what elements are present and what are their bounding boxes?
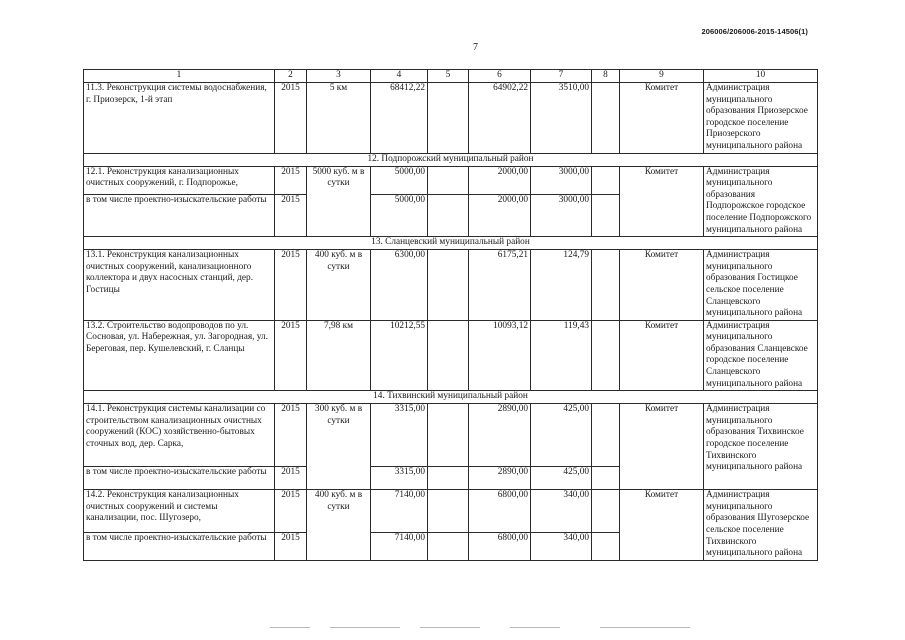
object-name: в том числе проектно-изыскательские работы	[84, 467, 275, 490]
col5-cell	[428, 166, 469, 195]
section-title: 13. Сланцевский муниципальный район	[84, 237, 818, 250]
table-row	[84, 166, 818, 195]
recipient-cell: Администрация муниципального образования Тихвинское городское поселение Тихвинского муниципального района	[704, 404, 818, 490]
col6-cell: 2890,00	[469, 404, 531, 467]
column-number: 8	[592, 70, 620, 83]
total-cell: 7140,00	[371, 533, 428, 561]
object-name: 14.2. Реконструкция канализационных очистных сооружений и системы канализации, пос. Шугозеро,	[84, 490, 275, 533]
column-number: 2	[275, 70, 307, 83]
total-cell: 5000,00	[371, 166, 428, 195]
col6-cell: 6800,00	[469, 490, 531, 533]
capacity-cell: 400 куб. м в сутки	[307, 490, 371, 561]
total-cell: 10212,55	[371, 320, 428, 391]
section-row	[84, 237, 818, 250]
col7-cell: 124,79	[531, 250, 592, 321]
col7-cell: 3510,00	[531, 83, 592, 154]
recipient-cell: Администрация муниципального образования Подпорожское городское поселение Подпорожского муниципального района	[704, 166, 818, 237]
col8-cell	[592, 404, 620, 467]
object-name: 12.1. Реконструкция канализационных очистных сооружений, г. Подпорожье,	[84, 166, 275, 195]
col7-cell: 340,00	[531, 490, 592, 533]
customer-cell: Комитет	[620, 320, 704, 391]
scan-noise	[510, 627, 560, 628]
capacity-cell: 5 км	[307, 83, 371, 154]
year-cell: 2015	[275, 467, 307, 490]
col5-cell	[428, 320, 469, 391]
year-cell: 2015	[275, 533, 307, 561]
col8-cell	[592, 533, 620, 561]
col7-cell: 340,00	[531, 533, 592, 561]
customer-cell: Комитет	[620, 404, 704, 490]
year-cell: 2015	[275, 166, 307, 195]
recipient-cell: Администрация муниципального образования Шугозерское сельское поселение Тихвинского муниципального района	[704, 490, 818, 561]
capacity-cell: 7,98 км	[307, 320, 371, 391]
scan-noise	[600, 627, 690, 628]
scan-noise	[270, 627, 310, 628]
year-cell: 2015	[275, 195, 307, 237]
column-number: 6	[469, 70, 531, 83]
col6-cell: 6800,00	[469, 533, 531, 561]
section-row	[84, 391, 818, 404]
col5-cell	[428, 404, 469, 467]
scan-noise	[330, 627, 400, 628]
col7-cell: 3000,00	[531, 195, 592, 237]
object-name: в том числе проектно-изыскательские работы	[84, 533, 275, 561]
object-name: 14.1. Реконструкция системы канализации со строительством канализационных очистных сооружений (КОС) хозяйственно-бытовых сточных вод, дер. Сарка,	[84, 404, 275, 467]
document-id: 206006/206006-2015-14506(1)	[701, 27, 808, 36]
table-row	[84, 83, 818, 154]
object-name: 13.1. Реконструкция канализационных очистных сооружений, канализационного коллектора и двух насосных станций, дер. Гостицы	[84, 250, 275, 321]
col5-cell	[428, 195, 469, 237]
col8-cell	[592, 490, 620, 533]
year-cell: 2015	[275, 320, 307, 391]
page-number: 7	[473, 42, 478, 53]
object-name: в том числе проектно-изыскательские работы	[84, 195, 275, 237]
recipient-cell: Администрация муниципального образования Приозерское городское поселение Приозерского муниципального района	[704, 83, 818, 154]
col7-cell: 119,43	[531, 320, 592, 391]
total-cell: 7140,00	[371, 490, 428, 533]
col5-cell	[428, 467, 469, 490]
scan-noise	[420, 627, 480, 628]
object-name: 11.3. Реконструкция системы водоснабжения, г. Приозерск, 1-й этап	[84, 83, 275, 154]
table-row	[84, 490, 818, 533]
col8-cell	[592, 83, 620, 154]
customer-cell: Комитет	[620, 250, 704, 321]
section-row	[84, 153, 818, 166]
year-cell: 2015	[275, 404, 307, 467]
recipient-cell: Администрация муниципального образования Сланцевское городское поселение Сланцевского муниципального района	[704, 320, 818, 391]
col8-cell	[592, 467, 620, 490]
total-cell: 68412,22	[371, 83, 428, 154]
col8-cell	[592, 250, 620, 321]
object-name: 13.2. Строительство водопроводов по ул. Сосновая, ул. Набережная, ул. Загородная, ул. Береговая, пер. Кушелевский, г. Сланцы	[84, 320, 275, 391]
customer-cell: Комитет	[620, 166, 704, 237]
col8-cell	[592, 195, 620, 237]
year-cell: 2015	[275, 490, 307, 533]
col5-cell	[428, 250, 469, 321]
capacity-cell: 5000 куб. м в сутки	[307, 166, 371, 237]
section-title: 12. Подпорожский муниципальный район	[84, 153, 818, 166]
col5-cell	[428, 533, 469, 561]
table-row	[84, 250, 818, 321]
col6-cell: 10093,12	[469, 320, 531, 391]
col7-cell: 3000,00	[531, 166, 592, 195]
col8-cell	[592, 320, 620, 391]
column-number: 9	[620, 70, 704, 83]
column-number-row	[84, 70, 818, 83]
total-cell: 5000,00	[371, 195, 428, 237]
table-row	[84, 404, 818, 467]
section-title: 14. Тихвинский муниципальный район	[84, 391, 818, 404]
column-number: 3	[307, 70, 371, 83]
customer-cell: Комитет	[620, 83, 704, 154]
col8-cell	[592, 166, 620, 195]
column-number: 7	[531, 70, 592, 83]
capacity-cell: 300 куб. м в сутки	[307, 404, 371, 490]
column-number: 10	[704, 70, 818, 83]
total-cell: 3315,00	[371, 404, 428, 467]
column-number: 1	[84, 70, 275, 83]
total-cell: 3315,00	[371, 467, 428, 490]
table-row	[84, 320, 818, 391]
column-number: 4	[371, 70, 428, 83]
col5-cell	[428, 490, 469, 533]
program-table	[83, 69, 818, 561]
col6-cell: 6175,21	[469, 250, 531, 321]
col6-cell: 64902,22	[469, 83, 531, 154]
col6-cell: 2000,00	[469, 195, 531, 237]
col6-cell: 2000,00	[469, 166, 531, 195]
year-cell: 2015	[275, 83, 307, 154]
col7-cell: 425,00	[531, 404, 592, 467]
year-cell: 2015	[275, 250, 307, 321]
col5-cell	[428, 83, 469, 154]
capacity-cell: 400 куб. м в сутки	[307, 250, 371, 321]
column-number: 5	[428, 70, 469, 83]
total-cell: 6300,00	[371, 250, 428, 321]
customer-cell: Комитет	[620, 490, 704, 561]
recipient-cell: Администрация муниципального образования Гостицкое сельское поселение Сланцевского муниципального района	[704, 250, 818, 321]
col6-cell: 2890,00	[469, 467, 531, 490]
col7-cell: 425,00	[531, 467, 592, 490]
